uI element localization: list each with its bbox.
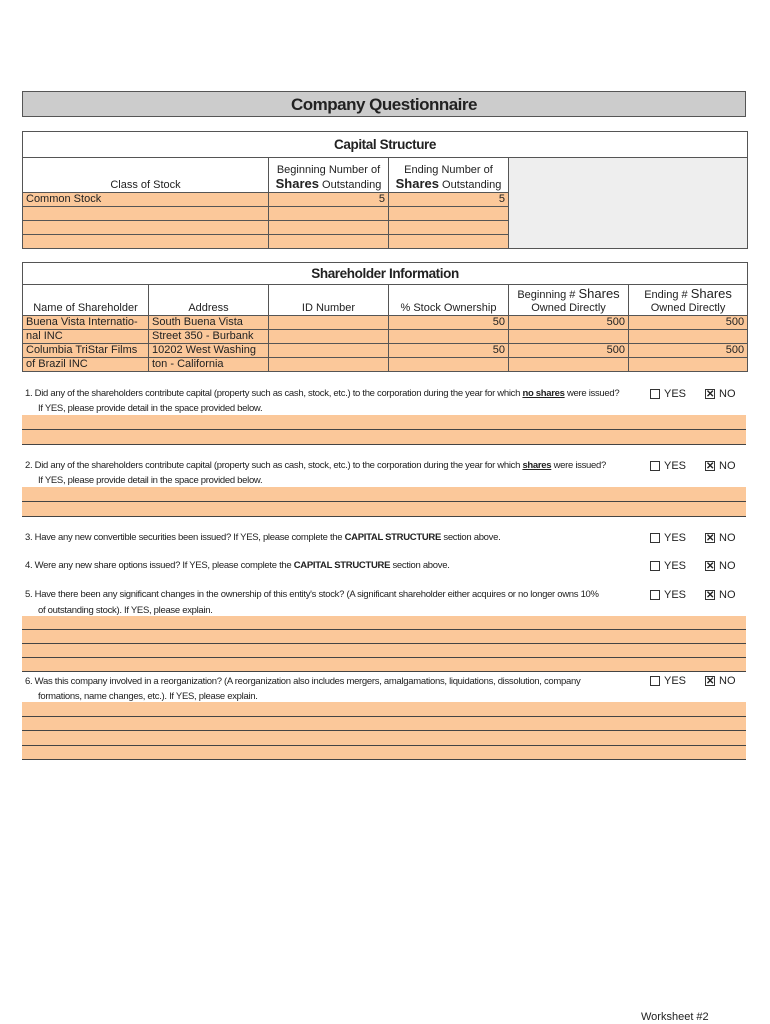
shareholder-title: Shareholder Information — [23, 263, 748, 285]
class-cell[interactable] — [23, 235, 269, 249]
q4-yes-checkbox[interactable]: YES — [650, 560, 686, 572]
capital-structure-table — [22, 131, 748, 249]
checkbox-checked-icon: ✕ — [706, 676, 715, 687]
q5-answer-line-3[interactable] — [22, 644, 746, 658]
q6-answer-line-3[interactable] — [22, 731, 746, 746]
col-ending-shares: Ending Number of Shares Outstanding — [389, 158, 509, 193]
checkbox-checked-icon: ✕ — [706, 561, 715, 572]
q5-no-checkbox[interactable]: ✕ NO — [706, 589, 736, 601]
end-shares-cell[interactable] — [389, 207, 509, 221]
q6-answer-line-4[interactable] — [22, 746, 746, 760]
class-cell[interactable]: Common Stock — [23, 193, 269, 207]
name-cell[interactable]: of Brazil INC — [23, 358, 149, 372]
q2-yes-checkbox[interactable]: YES — [650, 460, 686, 472]
class-cell[interactable] — [23, 221, 269, 235]
id-cell[interactable] — [269, 330, 389, 344]
q5-answer-line-2[interactable] — [22, 630, 746, 644]
address-cell[interactable]: ton - California — [149, 358, 269, 372]
col-id-number: ID Number — [269, 285, 389, 316]
id-cell[interactable] — [269, 344, 389, 358]
pct-cell[interactable]: 50 — [389, 316, 509, 330]
checkbox-empty-icon — [650, 561, 660, 571]
q6-answer-line-2[interactable] — [22, 717, 746, 731]
shareholder-table — [22, 262, 748, 372]
q1-answer-line-2[interactable] — [22, 430, 746, 445]
page-title: Company Questionnaire — [22, 91, 746, 117]
class-cell[interactable] — [23, 207, 269, 221]
pct-cell[interactable] — [389, 358, 509, 372]
address-cell[interactable]: South Buena Vista — [149, 316, 269, 330]
begin-cell[interactable] — [509, 358, 629, 372]
id-cell[interactable] — [269, 358, 389, 372]
address-cell[interactable]: 10202 West Washing — [149, 344, 269, 358]
begin-cell[interactable]: 500 — [509, 316, 629, 330]
q1-no-checkbox[interactable]: ✕ NO — [706, 388, 736, 400]
capital-structure-title: Capital Structure — [23, 132, 748, 158]
checkbox-empty-icon — [650, 389, 660, 399]
capital-side-panel — [509, 158, 748, 249]
name-cell[interactable]: Columbia TriStar Films — [23, 344, 149, 358]
begin-cell[interactable] — [509, 330, 629, 344]
question-3: 3. Have any new convertible securities been issued? If YES, please complete the CAPITAL STRUCTURE section above. — [25, 532, 501, 543]
checkbox-empty-icon — [650, 533, 660, 543]
col-beginning-shares: Beginning Number of Shares Outstanding — [269, 158, 389, 193]
begin-shares-cell[interactable] — [269, 235, 389, 249]
q6-answer-line-1[interactable] — [22, 702, 746, 717]
table-row — [23, 316, 748, 330]
col-stock-ownership: % Stock Ownership — [389, 285, 509, 316]
col-class-of-stock: Class of Stock — [23, 158, 269, 193]
q5-yes-checkbox[interactable]: YES — [650, 589, 686, 601]
q1-answer-line-1[interactable] — [22, 415, 746, 430]
col-ending-shares: Ending # Shares Owned Directly — [629, 285, 748, 316]
checkbox-checked-icon: ✕ — [706, 461, 715, 472]
q3-no-checkbox[interactable]: ✕ NO — [706, 532, 736, 544]
q2-no-checkbox[interactable]: ✕ NO — [706, 460, 736, 472]
question-5: 5. Have there been any significant changes in the ownership of this entity's stock? (A significant shareholder either acquires or no longer owns 10% of outstanding stock). If YES, please explain. — [25, 589, 599, 616]
end-cell[interactable] — [629, 358, 748, 372]
checkbox-checked-icon: ✕ — [706, 533, 715, 544]
question-4: 4. Were any new share options issued? If YES, please complete the CAPITAL STRUCTURE section above. — [25, 560, 450, 571]
question-2: 2. Did any of the shareholders contribute capital (property such as cash, stock, etc.) to the corporation during the year for which shares were issued? If YES, please provide detail in the space provided below. — [25, 460, 606, 486]
question-6: 6. Was this company involved in a reorganization? (A reorganization also includes mergers, amalgamations, liquidations, dissolution, company formations, name changes, etc.). If YES, please explain. — [25, 676, 581, 702]
table-row — [23, 358, 748, 372]
question-1: 1. Did any of the shareholders contribute capital (property such as cash, stock, etc.) to the corporation during the year for which no shares were issued? If YES, please provide detail in the space provided below. — [25, 388, 620, 414]
pct-cell[interactable]: 50 — [389, 344, 509, 358]
q1-yes-checkbox[interactable]: YES — [650, 388, 686, 400]
worksheet-label: Worksheet #2 — [641, 1011, 709, 1023]
q5-answer-line-4[interactable] — [22, 658, 746, 672]
name-cell[interactable]: Buena Vista Internatio- — [23, 316, 149, 330]
address-cell[interactable]: Street 350 - Burbank — [149, 330, 269, 344]
begin-cell[interactable]: 500 — [509, 344, 629, 358]
q6-no-checkbox[interactable]: ✕ NO — [706, 675, 736, 687]
begin-shares-cell[interactable] — [269, 221, 389, 235]
q4-no-checkbox[interactable]: ✕ NO — [706, 560, 736, 572]
end-shares-cell[interactable] — [389, 235, 509, 249]
end-cell[interactable]: 500 — [629, 316, 748, 330]
col-address: Address — [149, 285, 269, 316]
end-shares-cell[interactable] — [389, 221, 509, 235]
table-row — [23, 330, 748, 344]
checkbox-empty-icon — [650, 676, 660, 686]
end-shares-cell[interactable]: 5 — [389, 193, 509, 207]
end-cell[interactable] — [629, 330, 748, 344]
col-shareholder-name: Name of Shareholder — [23, 285, 149, 316]
table-row — [23, 344, 748, 358]
q2-answer-line-1[interactable] — [22, 487, 746, 502]
name-cell[interactable]: nal INC — [23, 330, 149, 344]
q6-yes-checkbox[interactable]: YES — [650, 675, 686, 687]
begin-shares-cell[interactable]: 5 — [269, 193, 389, 207]
checkbox-empty-icon — [650, 590, 660, 600]
begin-shares-cell[interactable] — [269, 207, 389, 221]
q5-answer-line-1[interactable] — [22, 616, 746, 630]
q2-answer-line-2[interactable] — [22, 502, 746, 517]
id-cell[interactable] — [269, 316, 389, 330]
pct-cell[interactable] — [389, 330, 509, 344]
checkbox-checked-icon: ✕ — [706, 590, 715, 601]
end-cell[interactable]: 500 — [629, 344, 748, 358]
q3-yes-checkbox[interactable]: YES — [650, 532, 686, 544]
col-beginning-shares: Beginning # Shares Owned Directly — [509, 285, 629, 316]
checkbox-empty-icon — [650, 461, 660, 471]
checkbox-checked-icon: ✕ — [706, 389, 715, 400]
